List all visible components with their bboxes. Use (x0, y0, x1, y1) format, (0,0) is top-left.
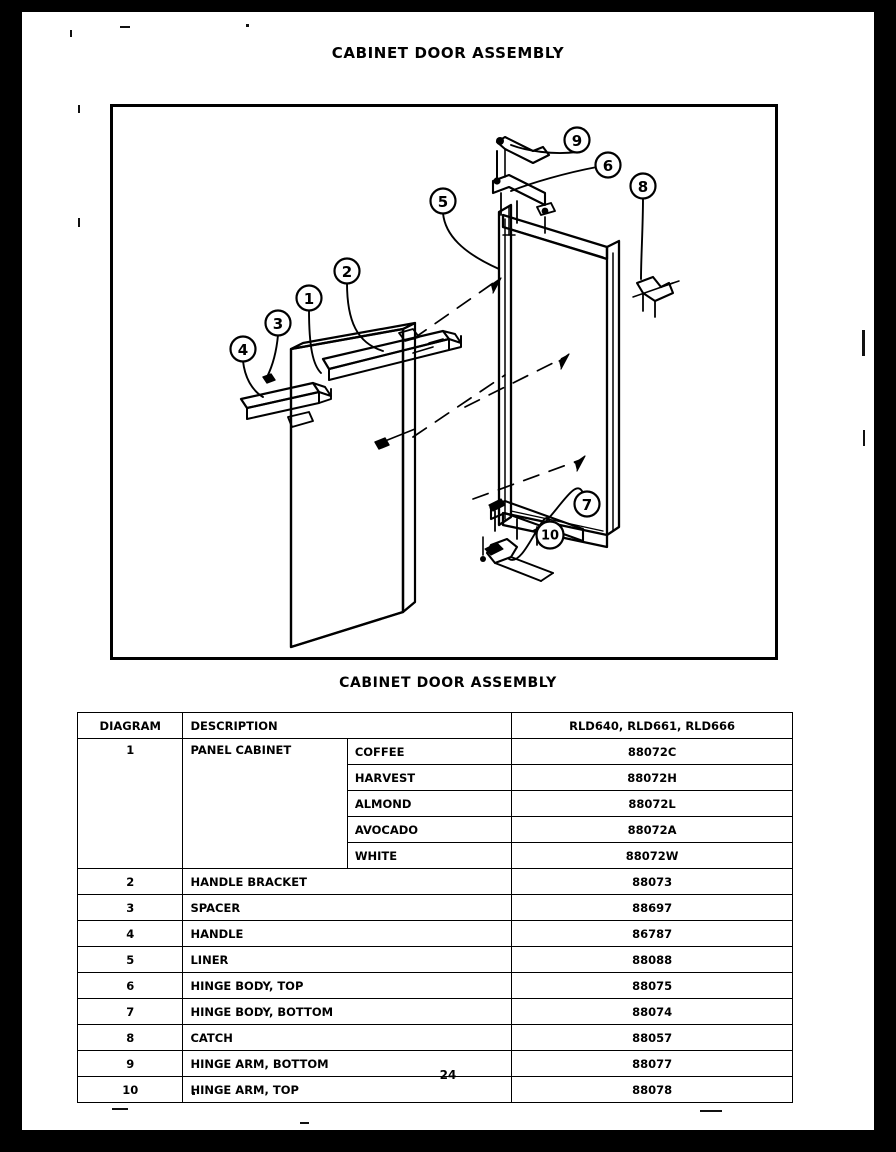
table-row (78, 739, 793, 765)
header-models: RLD640, RLD661, RLD666 (512, 713, 793, 739)
table-header-row (78, 713, 793, 739)
table-row (78, 1025, 793, 1051)
table-row (78, 973, 793, 999)
cell-variant: WHITE (347, 843, 511, 869)
cell-description: HINGE ARM, BOTTOM (183, 1051, 512, 1077)
cell-part: 88078 (512, 1077, 793, 1103)
cell-description: HINGE ARM, TOP (183, 1077, 512, 1103)
scan-speck (863, 430, 865, 446)
cell-part: 86787 (512, 921, 793, 947)
callout-4-label: 4 (237, 341, 249, 359)
figure-caption: CABINET DOOR ASSEMBLY (339, 675, 557, 691)
scan-speck (78, 218, 80, 227)
callout-10-label: 10 (540, 528, 560, 544)
page-number: 24 (439, 1068, 457, 1082)
callout-9-label: 9 (571, 132, 583, 150)
cell-part: 88057 (512, 1025, 793, 1051)
callout-6-label: 6 (602, 157, 614, 175)
cell-diagram: 6 (78, 973, 183, 999)
scan-speck (300, 1122, 309, 1124)
scan-speck (70, 30, 72, 37)
cell-diagram: 2 (78, 869, 183, 895)
cell-description: HINGE BODY, BOTTOM (183, 999, 512, 1025)
cell-part: 88077 (512, 1051, 793, 1077)
cell-part: 88072H (512, 765, 793, 791)
cell-variant: AVOCADO (347, 817, 511, 843)
cell-diagram: 1 (78, 739, 183, 869)
cell-part: 88073 (512, 869, 793, 895)
cell-part: 88075 (512, 973, 793, 999)
header-description: DESCRIPTION (183, 713, 512, 739)
cell-diagram: 5 (78, 947, 183, 973)
cell-diagram: 3 (78, 895, 183, 921)
cell-diagram: 4 (78, 921, 183, 947)
parts-table (77, 712, 793, 1103)
table-row (78, 947, 793, 973)
cell-part: 88072C (512, 739, 793, 765)
cell-description: HANDLE BRACKET (183, 869, 512, 895)
scan-speck (78, 105, 80, 113)
table-row (78, 999, 793, 1025)
callout-5-label: 5 (437, 193, 449, 211)
page-title: CABINET DOOR ASSEMBLY (331, 44, 565, 62)
table-row (78, 921, 793, 947)
table-row (78, 869, 793, 895)
callout-7-label: 7 (581, 496, 593, 514)
cell-description: HANDLE (183, 921, 512, 947)
cell-part: 88697 (512, 895, 793, 921)
cell-description: PANEL CABINET (183, 739, 347, 869)
cell-part: 88072A (512, 817, 793, 843)
cell-diagram: 8 (78, 1025, 183, 1051)
scan-speck (120, 26, 130, 28)
cell-part: 88072W (512, 843, 793, 869)
table-body (78, 739, 793, 1103)
cell-description: SPACER (183, 895, 512, 921)
cell-part: 88072L (512, 791, 793, 817)
exploded-diagram-frame (110, 104, 778, 660)
cell-variant: ALMOND (347, 791, 511, 817)
callout-group (231, 128, 656, 549)
cell-diagram: 10 (78, 1077, 183, 1103)
scan-speck (246, 24, 249, 27)
callout-3-label: 3 (272, 315, 284, 333)
scan-speck (862, 330, 865, 356)
cell-diagram: 7 (78, 999, 183, 1025)
cell-variant: COFFEE (347, 739, 511, 765)
cell-variant: HARVEST (347, 765, 511, 791)
table-row (78, 895, 793, 921)
cell-description: LINER (183, 947, 512, 973)
cell-part: 88074 (512, 999, 793, 1025)
scan-speck (700, 1110, 722, 1112)
cell-description: HINGE BODY, TOP (183, 973, 512, 999)
cell-description: CATCH (183, 1025, 512, 1051)
callout-8-label: 8 (637, 178, 649, 196)
callout-2-label: 2 (341, 263, 353, 281)
callout-1-label: 1 (303, 290, 315, 308)
cabinet-door-exploded-diagram (113, 107, 775, 657)
cell-part: 88088 (512, 947, 793, 973)
header-diagram: DIAGRAM (78, 713, 183, 739)
scan-speck (112, 1108, 128, 1110)
cell-diagram: 9 (78, 1051, 183, 1077)
